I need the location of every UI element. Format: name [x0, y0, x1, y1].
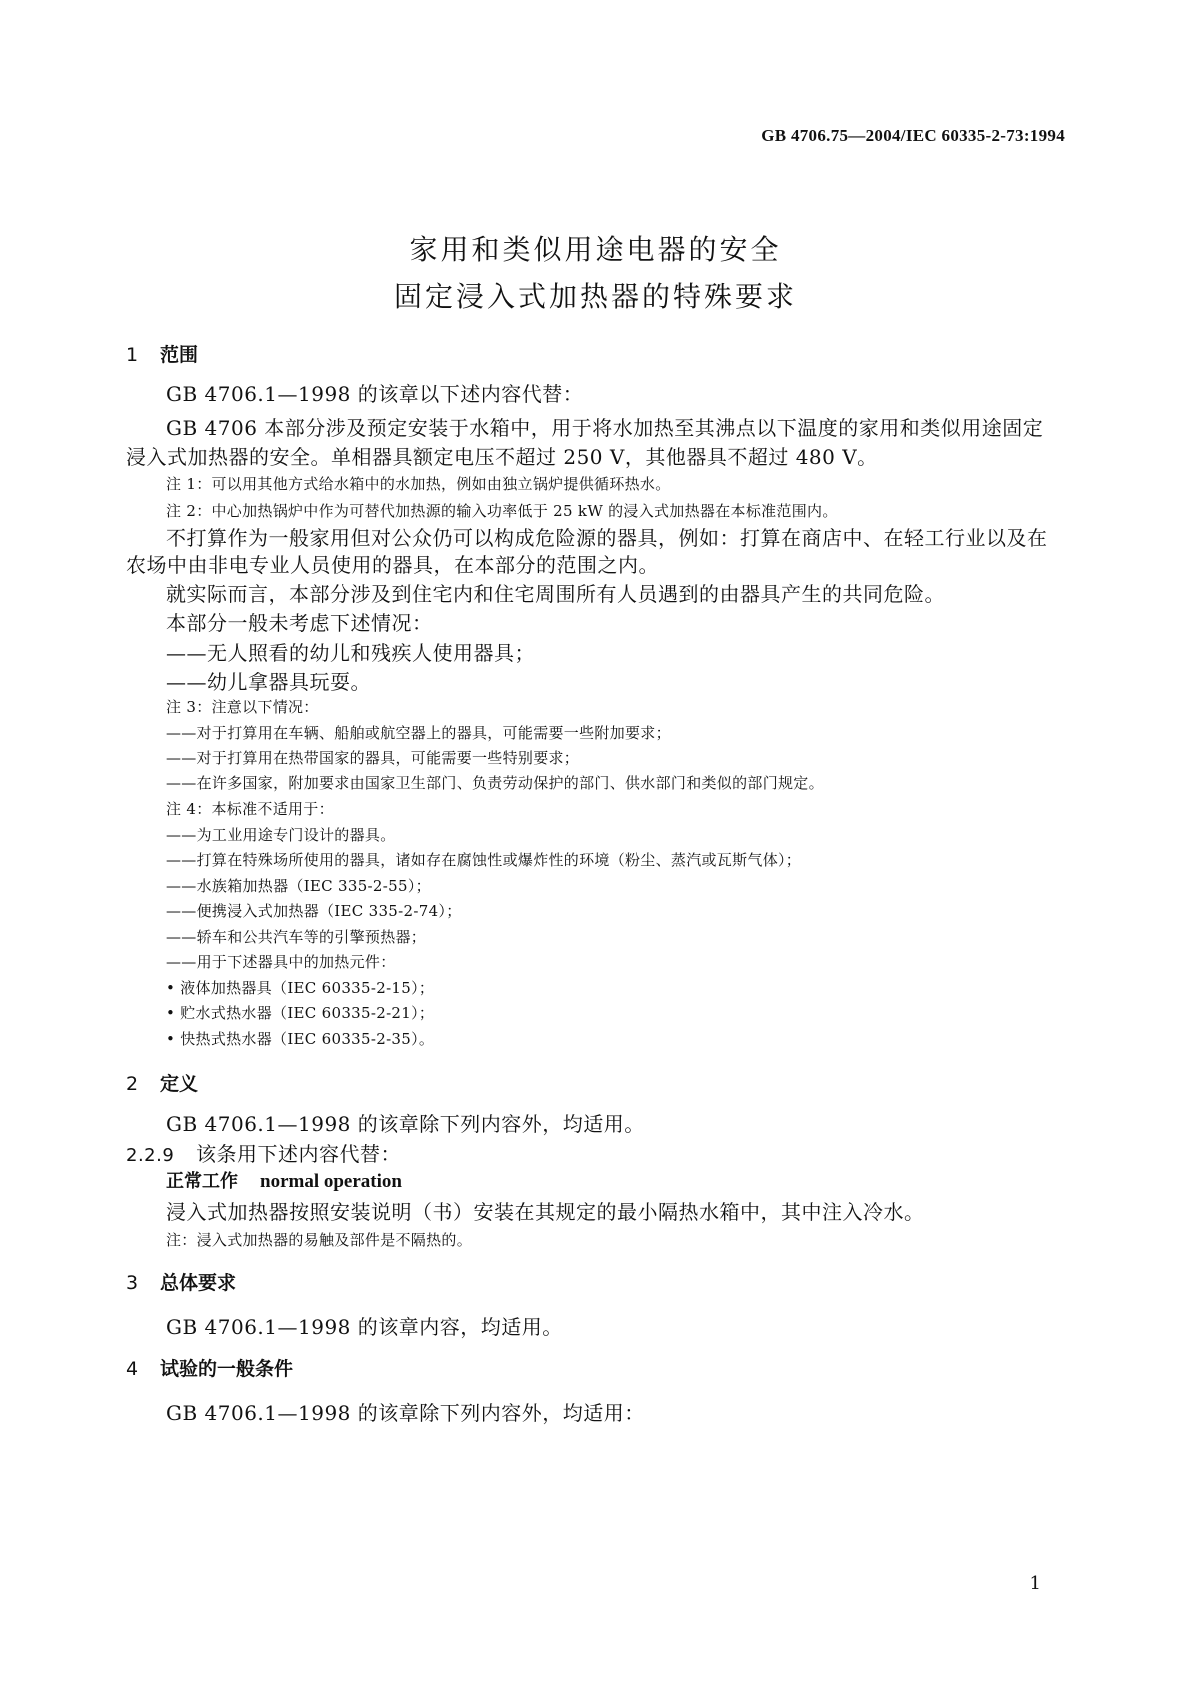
paragraph: 农场中由非电专业人员使用的器具，在本部分的范围之内。 — [126, 553, 659, 577]
title-line-1: 家用和类似用途电器的安全 — [409, 233, 782, 266]
section-4-heading — [126, 1354, 293, 1381]
term-chinese: 正常工作 — [166, 1171, 238, 1192]
note-item: ——用于下述器具中的加热元件： — [166, 953, 396, 971]
note-item: ——为工业用途专门设计的器具。 — [166, 826, 396, 844]
section-number: 1 — [126, 344, 139, 366]
page-number: 1 — [1029, 1573, 1041, 1594]
paragraph: 就实际而言，本部分涉及到住宅内和住宅周围所有人员遇到的由器具产生的共同危险。 — [166, 582, 945, 606]
paragraph: 不打算作为一般家用但对公众仍可以构成危险源的器具，例如：打算在商店中、在轻工行业以及在 — [166, 526, 1048, 550]
clause — [126, 1138, 401, 1167]
section-2-heading — [126, 1069, 198, 1096]
section-1-heading — [126, 340, 198, 367]
paragraph: 浸入式加热器的安全。单相器具额定电压不超过 250 V，其他器具不超过 480 V。 — [126, 445, 878, 469]
section-title: 定义 — [160, 1073, 199, 1095]
paragraph: 浸入式加热器按照安装说明（书）安装在其规定的最小隔热水箱中，其中注入冷水。 — [166, 1200, 925, 1224]
paragraph: 本部分一般未考虑下述情况： — [166, 611, 433, 635]
note-item: ——对于打算用在热带国家的器具，可能需要一些特别要求； — [166, 749, 580, 767]
note-item: ——轿车和公共汽车等的引擎预热器； — [166, 928, 427, 946]
section-number: 3 — [126, 1272, 139, 1294]
paragraph: GB 4706.1—1998 的该章以下述内容代替： — [166, 382, 584, 406]
note: 注 1：可以用其他方式给水箱中的水加热，例如由独立锅炉提供循环热水。 — [166, 475, 671, 493]
section-title: 试验的一般条件 — [160, 1358, 294, 1380]
list-item: ——幼儿拿器具玩耍。 — [166, 670, 371, 694]
paragraph: GB 4706.1—1998 的该章除下列内容外，均适用。 — [166, 1112, 645, 1136]
note: 注 2：中心加热锅炉中作为可替代加热源的输入功率低于 25 kW 的浸入式加热器在本标准范围内。 — [166, 502, 838, 520]
term — [166, 1167, 402, 1193]
note-item: ——对于打算用在车辆、船舶或航空器上的器具，可能需要一些附加要求； — [166, 724, 671, 742]
note-bullet: • 贮水式热水器（IEC 60335-2-21）； — [166, 1004, 435, 1022]
paragraph: GB 4706.1—1998 的该章内容，均适用。 — [166, 1315, 563, 1339]
list-item: ——无人照看的幼儿和残疾人使用器具； — [166, 641, 535, 665]
clause-text: 该条用下述内容代替： — [196, 1142, 401, 1166]
note-bullet: • 液体加热器具（IEC 60335-2-15）； — [166, 979, 435, 997]
note-item: ——在许多国家，附加要求由国家卫生部门、负责劳动保护的部门、供水部门和类似的部门规定。 — [166, 774, 824, 792]
note-bullet: • 快热式热水器（IEC 60335-2-35）。 — [166, 1030, 435, 1048]
title-line-2: 固定浸入式加热器的特殊要求 — [393, 280, 797, 313]
note-item: ——水族箱加热器（IEC 335-2-55）； — [166, 877, 431, 895]
note-title: 注 4：本标准不适用于： — [166, 800, 334, 818]
paragraph: GB 4706 本部分涉及预定安装于水箱中，用于将水加热至其沸点以下温度的家用和类似用途固定 — [166, 416, 1044, 440]
note-title: 注 3：注意以下情况： — [166, 698, 319, 716]
note: 注：浸入式加热器的易触及部件是不隔热的。 — [166, 1231, 473, 1249]
section-3-heading — [126, 1268, 236, 1295]
note-item: ——便携浸入式加热器（IEC 335-2-74）； — [166, 902, 462, 920]
section-title: 范围 — [160, 344, 199, 366]
clause-number: 2.2.9 — [126, 1145, 175, 1166]
note-item: ——打算在特殊场所使用的器具，诸如存在腐蚀性或爆炸性的环境（粉尘、蒸汽或瓦斯气体）； — [166, 851, 802, 869]
standard-code: GB 4706.75—2004/IEC 60335-2-73:1994 — [761, 126, 1065, 145]
paragraph: GB 4706.1—1998 的该章除下列内容外，均适用： — [166, 1401, 645, 1425]
section-number: 2 — [126, 1073, 139, 1095]
term-english: normal operation — [260, 1171, 402, 1192]
section-number: 4 — [126, 1358, 139, 1380]
section-title: 总体要求 — [160, 1272, 237, 1294]
